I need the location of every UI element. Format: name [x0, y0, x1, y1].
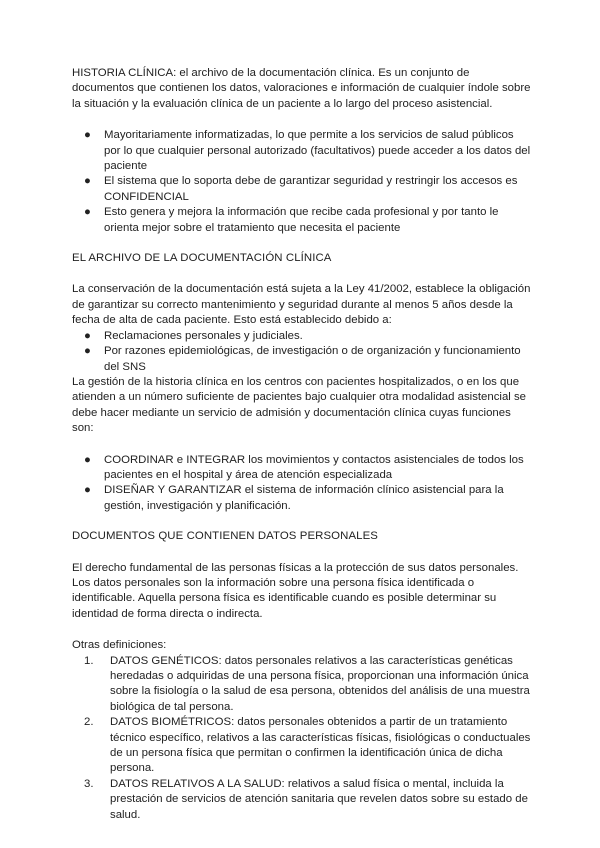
- numbered-list-definiciones: [72, 654, 532, 823]
- list-number: 1.: [84, 654, 94, 667]
- section-heading-archivo: EL ARCHIVO DE LA DOCUMENTACIÓN CLÍNICA: [72, 252, 332, 265]
- list-item: 3. DATOS RELATIVOS A LA SALUD: relativos a salud física o mental, incluida la prestación de servicios de atención sanitaria que revelen datos sobre su estado de salud.: [84, 777, 528, 821]
- list-number: 3.: [84, 777, 94, 790]
- list-item: ● Esto genera y mejora la información que recibe cada profesional y por tanto le orienta mejor sobre el tratamiento que necesita el paciente: [84, 206, 499, 234]
- bullet-list-razones: [72, 329, 532, 375]
- gestion-paragraph: La gestión de la historia clínica en los centros con pacientes hospitalizados, o en los que atienden a un número suficiente de pacientes bajo cualquier otra modalidad asistencial se debe hacer mediante un servicio de admisión y documentación clínica cuyas funciones son:: [72, 375, 527, 435]
- bullet-icon: ●: [84, 329, 91, 342]
- list-item: ● DISEÑAR Y GARANTIZAR el sistema de información clínico asistencial para la gestión, investigación y planificación.: [84, 484, 504, 512]
- conservacion-paragraph: La conservación de la documentación está sujeta a la Ley 41/2002, establece la obligación de garantizar su correcto mantenimiento y seguridad durante al menos 5 años desde la fecha de alta de cada paciente. Esto está establecido debido a:: [72, 283, 531, 327]
- otras-definiciones-label: Otras definiciones:: [72, 639, 167, 652]
- list-number: 2.: [84, 716, 94, 729]
- list-item: 2. DATOS BIOMÉTRICOS: datos personales obtenidos a partir de un tratamiento técnico específico, relativos a las características físicas, fisiológicas o conductuales de un persona física que permitan o confirmen la identificación única de dicha persona.: [84, 716, 531, 775]
- bullet-icon: ●: [84, 175, 91, 188]
- list-item: 1. DATOS GENÉTICOS: datos personales relativos a las características genéticas heredadas o adquiridas de una persona física, proporcionan una información única sobre la fisiología o la salud de esa persona, obtenidos del análisis de una muestra biológica de tal persona.: [84, 654, 530, 713]
- bullet-list-historia: [72, 128, 532, 236]
- bullet-list-funciones: [72, 453, 532, 515]
- section-heading-datos-personales: DOCUMENTOS QUE CONTIENEN DATOS PERSONALES: [72, 530, 379, 543]
- list-item: ● Reclamaciones personales y judiciales.: [84, 329, 532, 344]
- document-page: [72, 66, 532, 823]
- list-item: ● Por razones epidemiológicas, de investigación o de organización y funcionamiento del SNS: [84, 345, 521, 373]
- bullet-icon: ●: [84, 206, 91, 219]
- list-item: ● El sistema que lo soporta debe de garantizar seguridad y restringir los accesos es CONFIDENCIAL: [84, 175, 518, 203]
- intro-paragraph: HISTORIA CLÍNICA: el archivo de la documentación clínica. Es un conjunto de documentos que contienen los datos, valoraciones e información de cualquier índole sobre la situación y la evaluación clínica de un paciente a lo largo del proceso asistencial.: [72, 67, 531, 110]
- bullet-icon: ●: [84, 453, 91, 466]
- list-item: ● Mayoritariamente informatizadas, lo que permite a los servicios de salud públicos por lo que cualquier personal autorizado (facultativos) puede acceder a los datos del paciente: [84, 129, 531, 173]
- bullet-icon: ●: [84, 484, 91, 497]
- bullet-icon: ●: [84, 129, 91, 142]
- list-item: ● COORDINAR e INTEGRAR los movimientos y contactos asistenciales de todos los pacientes en el hospital y área de atención especializada: [84, 453, 524, 481]
- bullet-icon: ●: [84, 345, 91, 358]
- derecho-paragraph: El derecho fundamental de las personas físicas a la protección de sus datos personales. Los datos personales son la información sobre una persona física identificada o identificable. Aquella persona física es identificable cuando es posible determinar su identidad de forma directa o indirecta.: [72, 561, 519, 620]
